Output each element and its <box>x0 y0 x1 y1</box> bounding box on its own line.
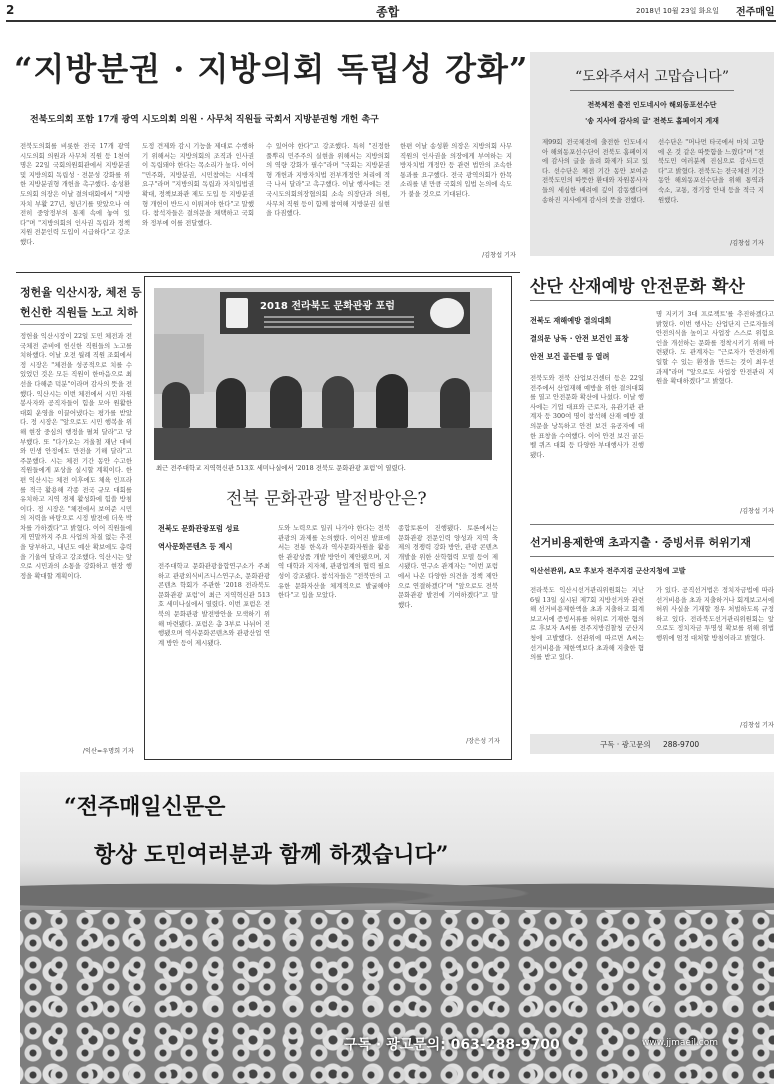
thanks-headline: “도와주셔서 고맙습니다” <box>574 69 729 85</box>
thanks-col-1: 제99회 전국체전에 출전한 인도네시아 해외동포선수단이 전북도 홈페이지에 감사의 글을 올려 화제가 되고 있다. 선수단은 체전 기간 동안 보여준 전북도민의 따뜻한 환대와 자원봉사자들의 세심한 배려에 깊이 감동했다며 송하진 지사에게 감사의 뜻을 전했다. <box>542 138 648 204</box>
ad-line-1: “전주매일신문은 <box>64 794 226 820</box>
sanfire-sub-1: 전북도 재해예방 결의대회 <box>530 316 612 325</box>
ad-trees <box>20 868 774 914</box>
thanks-box <box>530 52 774 256</box>
thanks-divider <box>570 90 734 91</box>
forum-col-2: 도와 노력으로 일궈 나가야 한다는 전북관광의 과제를 논의했다. 이어진 발표에서는 전통 한옥과 역사문화자원을 활용한 관광상품 개발 방안이 제안됐으며, 지역 대학과 지자체, 관광업계의 협력 필요성이 강조됐다. 참석자들은 "전북만의 고유한 문화자산을 체계적으로 발굴해야 한다"고 입을 모았다. <box>278 524 390 600</box>
thanks-sub-2: '송 지사에 감사의 글' 전북도 홈페이지 게재 <box>585 117 719 125</box>
subscribe-bar-phone: 288-9700 <box>663 740 700 749</box>
lead-col-3: 수 있어야 한다"고 강조했다. 특히 "진정한 풀뿌리 민주주의 실현을 위해서는 지방의회의 역량 강화가 필수"라며 "국회는 지방분권형 개헌과 지방자치법 전부개정안 처리에 적극 나서 달라"고 촉구했다. 이날 행사에는 전국시도의회의장협의회 소속 의장단과 의원, 사무처 직원 등이 함께 참여해 지방분권 실현을 다짐했다. <box>266 142 390 218</box>
sanfire-col-2: 명 지키기 3대 프로젝트'를 추진하겠다고 밝혔다. 이번 행사는 산업단지 근로자들의 안전의식을 높이고 사업장 스스로 위험요인을 개선하는 문화를 정착시키기 위해 마련됐다. 도 관계자는 "근로자가 안전하게 일할 수 있는 환경을 만드는 것이 최우선 과제"라며 "앞으로도 사업장 안전관리 지원을 확대하겠다"고 밝혔다. <box>656 310 774 386</box>
banner-sign <box>430 298 464 328</box>
sanfire-sub-3: 안전 보건 골든벨 등 열려 <box>530 352 610 361</box>
election-col-1: 전라북도 익산시선거관리위원회는 지난 6월 13일 실시된 제7회 지방선거와 관련해 선거비용제한액을 초과 지출하고 회계보고서에 증빙서류를 허위로 기재한 혐의로 후보자 A씨를 전주지방검찰청 군산지청에 고발했다. 선관위에 따르면 A씨는 선거비용을 제한액보다 초과해 지출한 혐의를 받고 있다. <box>530 586 644 662</box>
election-credit: /김창섭 기자 <box>740 722 774 729</box>
forum-headline: 전북 문화관광 발전방안은? <box>226 489 427 509</box>
sanfire-headline: 산단 산재예방 안전문화 확산 <box>530 277 745 297</box>
banner-info-lines <box>264 316 414 318</box>
iksan-headline-1: 정헌율 익산시장, 체전 등 <box>20 286 142 299</box>
lead-subhead: 전북도의회 포함 17개 광역 시도의회 의원 · 사무처 직원들 국회서 지방분권형 개헌 촉구 <box>30 115 379 125</box>
person-3 <box>270 376 302 428</box>
iksan-credit: /익산=우명희 기자 <box>82 748 134 755</box>
thanks-credit: /김창섭 기자 <box>730 240 764 247</box>
ad-contact: 구독 · 광고문의: 063-288-9700 <box>344 1037 560 1053</box>
lead-headline: “지방분권 · 지방의회 독립성 강화” <box>14 50 529 88</box>
iksan-text: 정헌율 익산시장이 22일 도민 체전과 전국체전 준비에 헌신한 직원들의 노고를 치하했다. 이날 오전 월례 직원 조회에서 정 시장은 "체전을 성공적으로 치를 수 있었던 것은 모든 직원이 한마음으로 최선을 다해준 덕분"이라며 감사의 뜻을 전했다. 익산시는 이번 체전에서 시민 자원봉사자와 공직자들이 힘을 모아 원활한 대회 운영을 이끌어냈다는 평가를 받았다. 정 시장은 "앞으로도 시민 행복을 위해 현장 중심의 행정을 펼쳐 달라"고 당부했다. 또 "다가오는 겨울철 재난 대비와 민생 안정에도 만전을 기해 달라"고 주문했다. 시는 체전 기간 동안 수고한 직원들에게 포상을 실시할 계획이다. 한편 익산시는 체전 이후에도 체육 인프라를 적극 활용해 각종 전국 규모 대회를 유치하고 지역 경제 활성화에 힘쓸 방침이다. 정 시장은 "체전에서 보여준 시민의 저력을 바탕으로 시정 발전에 더욱 박차를 가하겠다"고 밝혔다. 이어 직원들에게 연말까지 주요 사업의 차질 없는 추진을 당부하고, 내년도 예산 확보에도 총력을 기울여 달라고 강조했다. 익산시는 앞으로 시민과의 소통을 강화하고 현장 행정을 확대할 계획이다. <box>20 332 132 580</box>
lead-col-1: 전북도의회를 비롯한 전국 17개 광역 시도의회 의원과 사무처 직원 등 1천여 명은 22일 국회의원회관에서 지방분권 및 지방의회 독립성 · 전문성 강화를 위한 지방분권형 개헌을 촉구했다. 송성환 도의회 의장은 이날 결의대회에서 "지방자치 부활 27년, 청년기를 맞았으나 여전히 중앙정부의 통제 속에 놓여 있다"며 "지방의회의 인사권 독립과 정책지원 전문인력 도입이 시급하다"고 강조했다. <box>20 142 130 246</box>
sanfire-rule <box>530 300 774 301</box>
lead-col-4: 한편 이날 송성환 의장은 지방의회 사무직원의 인사권을 의장에게 부여하는 지방자치법 개정안 등 관련 법안의 조속한 통과를 요구했다. 전국 광역의회가 한목소리를 낸 만큼 국회의 입법 논의에 속도가 붙을 것으로 기대된다. <box>400 142 512 198</box>
iksan-headline-2: 헌신한 직원들 노고 치하 <box>20 306 138 319</box>
iksan-rule <box>20 324 132 325</box>
ad-sunflower-field <box>20 910 774 1084</box>
forum-sub-2: 역사문화콘텐츠 등 제시 <box>158 542 233 551</box>
election-headline: 선거비용제한액 초과지출 · 증빙서류 허위기재 <box>530 536 752 549</box>
forum-col-1: 전주대학교 문화관광융합연구소가 주최하고 관광외식비즈니스연구소, 문화관광콘텐츠 학회가 주관한 '2018 전라북도 문화관광 포럼'이 최근 지역혁신관 513호 세미나실에서 열렸다. 이번 포럼은 전북의 문화관광 발전방안을 모색하기 위해 마련됐다. 포럼은 총 3부로 나뉘어 진행됐으며 역사문화콘텐츠와 관광산업 연계 방안 등이 제시됐다. <box>158 562 270 647</box>
forum-col-3: 종합토론이 진행됐다. 토론에서는 문화관광 전문인력 양성과 지역 축제의 경쟁력 강화 방안, 관광 콘텐츠 개발을 위한 산학협력 모델 등이 제시됐다. 연구소 관계자는 "이번 포럼에서 나온 다양한 의견을 정책 제안으로 연결하겠다"며 "앞으로도 전북 문화관광 발전에 기여하겠다"고 말했다. <box>398 524 498 609</box>
section-label: 종합 <box>376 5 400 19</box>
election-col-2: 가 있다. 공직선거법은 정치자금법에 따라 선거비용을 초과 지출하거나 회계보고서에 허위 사실을 기재할 경우 처벌하도록 규정하고 있다. 전라북도선거관리위원회는 앞으로도 정치자금 투명성 확보를 위해 위법행위에 엄정 대처할 방침이라고 밝혔다. <box>656 586 774 642</box>
lead-credit: /김창섭 기자 <box>482 252 516 259</box>
sanfire-sub-2: 결의문 낭독 · 안전 보건인 표창 <box>530 334 629 343</box>
lead-col-2: 도정 견제와 감시 기능을 제대로 수행하기 위해서는 지방의회의 조직과 인사권이 독립돼야 한다는 목소리가 높다. 이어 "민주화, 지방분권, 시민참여는 시대적 요구"라며 "지방의회 독립과 자치입법권 확대, 정책보좌관 제도 도입 등 지방분권형 개헌이 반드시 이뤄져야 한다"고 말했다. 참석자들은 결의문을 채택하고 국회와 정부에 이를 전달했다. <box>142 142 254 227</box>
ad-website: www.jjmaeil.com <box>642 1038 719 1048</box>
ad-banner <box>20 772 774 1084</box>
masthead-rule <box>6 20 776 22</box>
sanfire-col-1: 전북도와 전북 산업보건센터 등은 22일 전주에서 산업재해 예방을 위한 결의대회를 열고 안전문화 확산에 나섰다. 이날 행사에는 기업 대표와 근로자, 유관기관 관계자 등 300여 명이 참석해 산재 예방 결의문을 낭독하고 안전 보건 유공자에 대한 표창을 수여했다. 이어 안전 보건 골든벨 퀴즈 대회 등 다양한 부대행사가 진행됐다. <box>530 374 644 459</box>
photo-table <box>154 428 492 460</box>
person-6 <box>440 378 470 428</box>
election-top-rule <box>530 524 774 525</box>
election-subhead: 익산선관위, A모 후보자 전주지검 군산지청에 고발 <box>530 567 686 575</box>
banner-logo <box>226 298 248 328</box>
banner-title-line <box>260 297 395 312</box>
subscribe-bar <box>530 734 774 754</box>
subscribe-bar-label: 구독 · 광고문의 <box>600 740 651 749</box>
forum-sub-1: 전북도 문화관광포럼 성료 <box>158 524 240 533</box>
issue-date: 2018년 10월 23일 화요일 <box>636 7 719 15</box>
forum-banner <box>220 292 470 334</box>
forum-credit: /장은성 기자 <box>466 738 500 745</box>
paper-name: 전주매일 <box>736 7 775 18</box>
ad-line-2: 항상 도민여러분과 함께 하겠습니다” <box>94 842 449 868</box>
lead-bottom-rule <box>16 272 520 273</box>
thanks-col-2: 선수단은 "머나먼 타국에서 마치 고향에 온 것 같은 따뜻함을 느꼈다"며 "전북도민 여러분께 진심으로 감사드린다"고 밝혔다. 전북도는 전국체전 기간 동안 해외동포선수단을 위해 통역과 숙소, 교통, 경기장 안내 등을 적극 지원했다. <box>658 138 764 204</box>
banner-year: 2018 <box>260 301 288 312</box>
page-number: 2 <box>6 3 15 17</box>
election-rule <box>530 556 774 557</box>
subscribe-bar-line <box>600 739 699 750</box>
thanks-sub-1: 전북체전 출전 인도네시아 해외동포선수단 <box>587 101 717 109</box>
forum-photo-caption: 최근 전주대학교 지역혁신관 513호 세미나실에서 '2018 전북도 문화관광 포럼'이 열렸다. <box>156 464 406 472</box>
person-5 <box>376 374 408 428</box>
sanfire-credit: /김창섭 기자 <box>740 508 774 515</box>
banner-title: 전라북도 문화관광 포럼 <box>291 301 395 312</box>
person-2 <box>216 378 246 428</box>
forum-photo <box>154 288 492 460</box>
person-4 <box>322 376 354 428</box>
person-1 <box>162 382 190 428</box>
